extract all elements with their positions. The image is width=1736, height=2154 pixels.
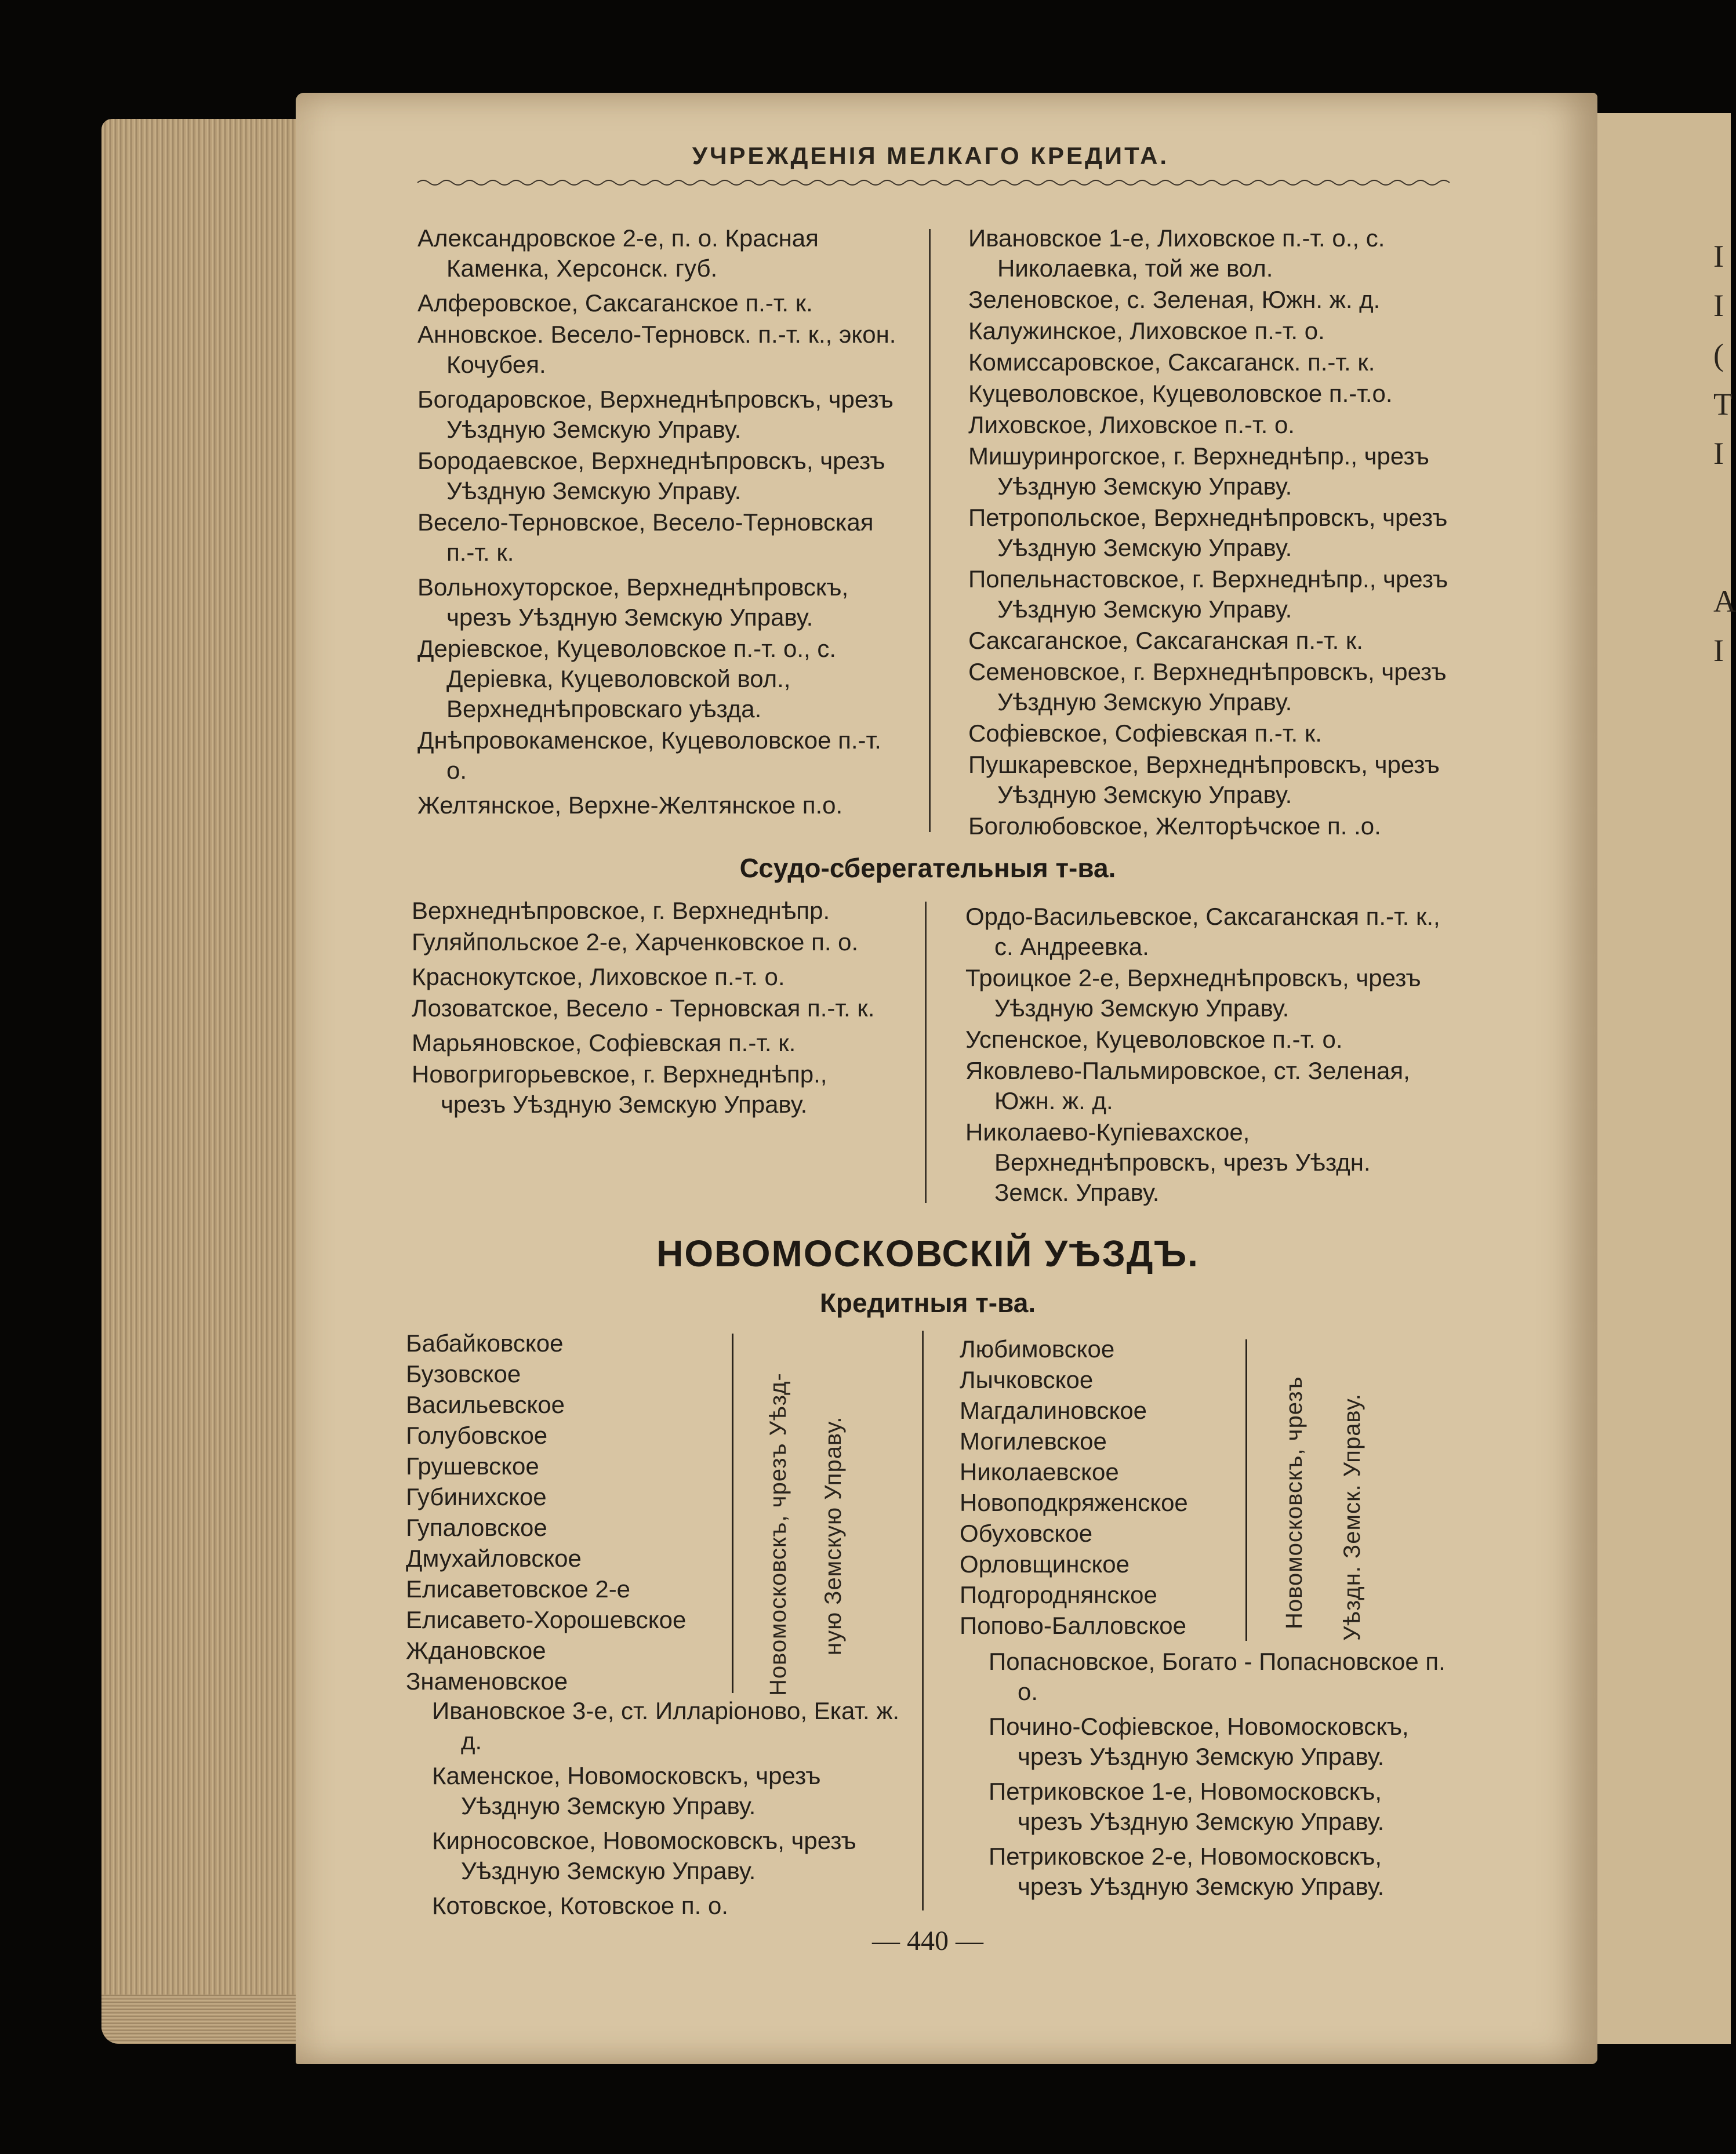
list-item: Николаево-Купіевахское, Верхнеднѣпровскъ, чрезъ Уѣздн. Земск. Управу.	[965, 1118, 1371, 1206]
nm-left-vertical-note: Новомосковскъ, чрезъ Уѣзд-	[765, 1372, 791, 1696]
list-item: Попельнастовское, г. Верхнеднѣпр., чрезъ Уѣздную Земскую Управу.	[968, 565, 1448, 623]
column-divider	[925, 902, 927, 1203]
list-item: Успенское, Куцеволовское п.-т. о.	[965, 1026, 1343, 1053]
list-item: Мишуринрогское, г. Верхнеднѣпр., чрезъ Уѣздную Земскую Управу.	[968, 442, 1429, 500]
list-item: Лиховское, Лиховское п.-т. о.	[968, 411, 1295, 438]
list-item: Подгороднянское	[960, 1581, 1157, 1608]
list-item: Дмухайловское	[406, 1545, 582, 1572]
list-item: Каменское, Новомосковскъ, чрезъ Уѣздную Земскую Управу.	[432, 1762, 821, 1819]
list-item: Магдалиновское	[960, 1397, 1147, 1424]
list-item: Обуховское	[960, 1520, 1093, 1547]
list-item: Попово-Балловское	[960, 1612, 1187, 1639]
nm-left-group	[406, 1328, 731, 1697]
page-number: — 440 —	[872, 1926, 983, 1956]
list-item: Бузовское	[406, 1360, 521, 1387]
credit-heading: Кредитныя т-ва.	[819, 1288, 1036, 1318]
list-item: Саксаганское, Саксаганская п.-т. к.	[968, 627, 1363, 654]
facing-page-edge-char	[1713, 528, 1736, 577]
list-item: Николаевское	[960, 1458, 1119, 1485]
column-divider	[922, 1331, 924, 1910]
nm-right-rest	[989, 1647, 1447, 1903]
book-fore-edge	[101, 119, 310, 2038]
list-item: Петриковское 1-е, Новомосковскъ, чрезъ Уѣздную Земскую Управу.	[989, 1778, 1385, 1835]
group-brace	[732, 1334, 737, 1693]
facing-page	[1592, 113, 1736, 2044]
credit-list-right	[968, 223, 1450, 842]
nm-right-vertical-note: Новомосковскъ, чрезъ	[1281, 1376, 1307, 1629]
facing-page-edge-char: I	[1713, 633, 1724, 668]
savings-heading: Ссудо-сберегательныя т-ва.	[739, 853, 1116, 883]
list-item: Губинихское	[406, 1483, 547, 1510]
list-item: Боголюбовское, Желторѣчское п. .о.	[968, 812, 1381, 840]
list-item: Бабайковское	[406, 1330, 564, 1357]
list-item: Анновское. Весело-Терновск. п.-т. к., экон. Кочубея.	[417, 321, 896, 378]
list-item: Ивановское 3-е, ст. Илларіоново, Екат. ж. д.	[432, 1697, 900, 1755]
list-item: Комиссаровское, Саксаганск. п.-т. к.	[968, 348, 1375, 376]
list-item: Почино-Софіевское, Новомосковскъ, чрезъ Уѣздную Земскую Управу.	[989, 1713, 1409, 1770]
list-item: Попасновское, Богато - Попасновское п. о.	[989, 1648, 1446, 1705]
savings-list-right	[965, 902, 1450, 1209]
facing-page-edge-char: I	[1713, 436, 1724, 471]
list-item: Ордо-Васильевское, Саксаганская п.-т. к., с. Андреевка.	[965, 903, 1440, 960]
list-item: Алферовское, Саксаганское п.-т. к.	[417, 289, 813, 317]
list-item: Могилевское	[960, 1427, 1107, 1455]
facing-page-edge-text	[1713, 232, 1736, 675]
list-item: Ждановское	[406, 1637, 546, 1664]
list-item: Деріевское, Куцеволовское п.-т. о., с. Деріевка, Куцеволовской вол., Верхнеднѣпровскаго уѣзда.	[417, 635, 837, 722]
list-item: Марьяновское, Софіевская п.-т. к.	[412, 1029, 796, 1056]
list-item: Кирносовское, Новомосковскъ, чрезъ Уѣздную Земскую Управу.	[432, 1827, 856, 1884]
nm-left-vertical-note: ную Земскую Управу.	[820, 1416, 846, 1655]
list-item: Калужинское, Лиховское п.-т. о.	[968, 317, 1325, 344]
list-item: Ивановское 1-е, Лиховское п.-т. о., с. Николаевка, той же вол.	[968, 224, 1385, 282]
list-item: Елисаветовское 2-е	[406, 1575, 631, 1603]
nm-right-group	[960, 1334, 1250, 1641]
wavy-rule	[417, 177, 1450, 188]
facing-page-edge-char: A	[1713, 584, 1736, 619]
list-item: Новоподкряженское	[960, 1489, 1188, 1516]
nm-right-vertical-note: Уѣздн. Земск. Управу.	[1339, 1393, 1365, 1641]
savings-list-left	[412, 896, 899, 1121]
credit-list-left	[417, 223, 899, 822]
list-item: Знаменовское	[406, 1668, 568, 1695]
list-item: Днѣпровокаменское, Куцеволовское п.-т. о.	[417, 727, 881, 784]
facing-page-edge-char: I	[1713, 239, 1724, 274]
list-item: Желтянское, Верхне-Желтянское п.о.	[417, 791, 843, 819]
facing-page-edge-char: I	[1713, 288, 1724, 323]
running-head: УЧРЕЖДЕНІЯ МЕЛКАГО КРЕДИТА.	[692, 142, 1170, 169]
facing-page-edge-char: (	[1713, 337, 1724, 372]
list-item: Троицкое 2-е, Верхнеднѣпровскъ, чрезъ Уѣздную Земскую Управу.	[965, 964, 1421, 1022]
facing-page-edge-char: T	[1713, 387, 1733, 422]
list-item: Верхнеднѣпровское, г. Верхнеднѣпр.	[412, 897, 830, 924]
list-item: Вольнохуторское, Верхнеднѣпровскъ, чрезъ Уѣздную Земскую Управу.	[417, 573, 849, 631]
facing-page-edge-char	[1713, 478, 1736, 528]
list-item: Грушевское	[406, 1452, 539, 1480]
list-item: Елисавето-Хорошевское	[406, 1606, 687, 1633]
column-divider	[929, 229, 931, 832]
district-title: НОВОМОСКОВСКІЙ УѢЗДЪ.	[656, 1233, 1199, 1274]
list-item: Васильевское	[406, 1391, 565, 1418]
list-item: Семеновское, г. Верхнеднѣпровскъ, чрезъ Уѣздную Земскую Управу.	[968, 658, 1447, 715]
list-item: Пушкаревское, Верхнеднѣпровскъ, чрезъ Уѣздную Земскую Управу.	[968, 751, 1440, 808]
list-item: Александровское 2-е, п. о. Красная Каменка, Херсонск. губ.	[417, 224, 819, 282]
list-item: Гупаловское	[406, 1514, 547, 1541]
list-item: Богодаровское, Верхнеднѣпровскъ, чрезъ Уѣздную Земскую Управу.	[417, 386, 894, 443]
list-item: Лычковское	[960, 1366, 1094, 1393]
list-item: Орловщинское	[960, 1550, 1130, 1578]
nm-left-rest	[432, 1696, 913, 1922]
list-item: Яковлево-Пальмировское, ст. Зеленая, Южн. ж. д.	[965, 1057, 1410, 1114]
list-item: Краснокутское, Лиховское п.-т. о.	[412, 963, 785, 990]
list-item: Новогригорьевское, г. Верхнеднѣпр., чрезъ Уѣздную Земскую Управу.	[412, 1060, 827, 1118]
list-item: Петропольское, Верхнеднѣпровскъ, чрезъ Уѣздную Земскую Управу.	[968, 504, 1448, 561]
list-item: Весело-Терновское, Весело-Терновская п.-т. к.	[417, 508, 874, 566]
list-item: Петриковское 2-е, Новомосковскъ, чрезъ Уѣздную Земскую Управу.	[989, 1843, 1385, 1900]
list-item: Бородаевское, Верхнеднѣпровскъ, чрезъ Уѣздную Земскую Управу.	[417, 447, 885, 504]
list-item: Котовское, Котовское п. о.	[432, 1892, 728, 1919]
list-item: Лозоватское, Весело - Терновская п.-т. к.	[412, 994, 875, 1022]
list-item: Софіевское, Софіевская п.-т. к.	[968, 720, 1322, 747]
list-item: Голубовское	[406, 1422, 548, 1449]
list-item: Любимовское	[960, 1335, 1115, 1363]
group-brace	[1245, 1339, 1251, 1641]
list-item: Гуляйпольское 2-е, Харченковское п. о.	[412, 928, 859, 956]
list-item: Зеленовское, с. Зеленая, Южн. ж. д.	[968, 286, 1381, 313]
list-item: Куцеволовское, Куцеволовское п.-т.о.	[968, 380, 1393, 407]
